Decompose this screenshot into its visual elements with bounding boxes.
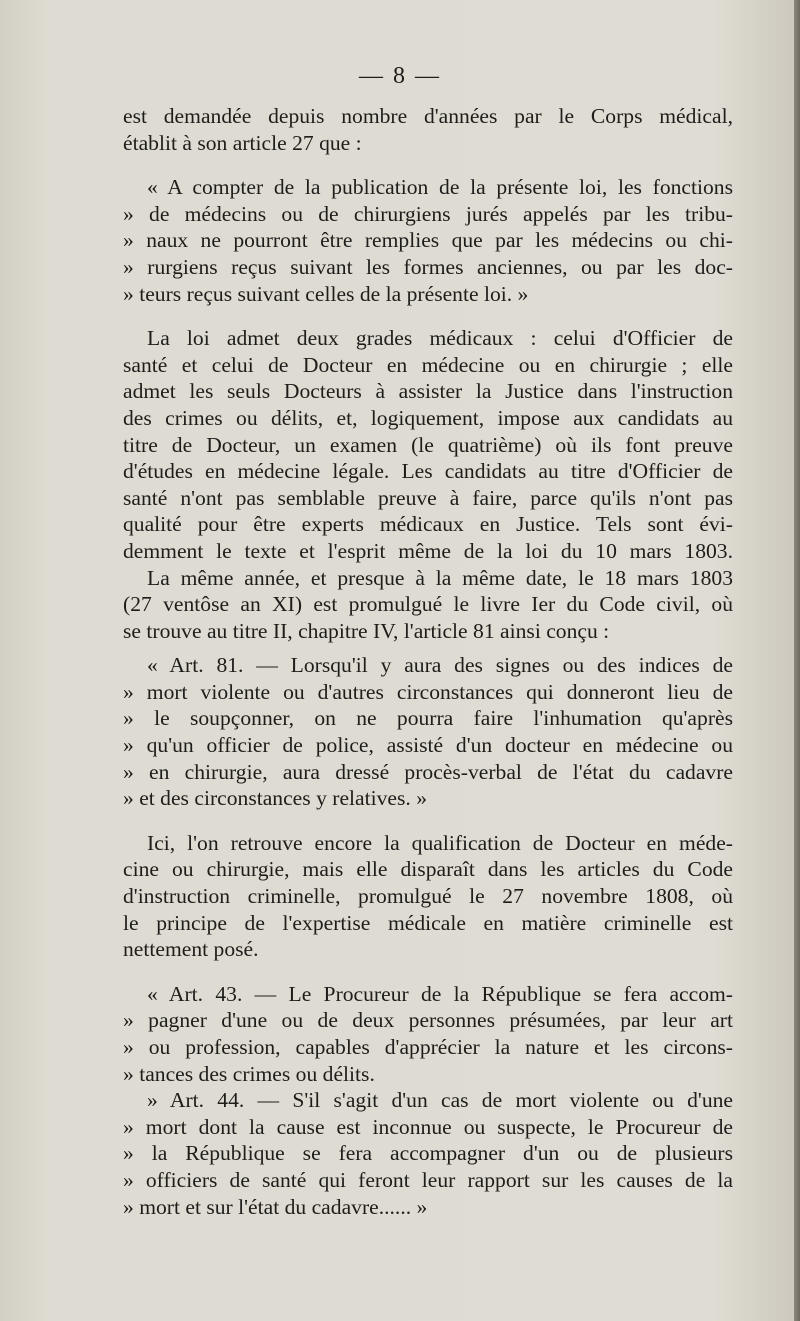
text-line: La loi admet deux grades médicaux : celui d'Officier de [147, 326, 733, 351]
text-line: santé n'ont pas semblable preuve à faire, parce qu'ils n'ont pas [123, 485, 733, 510]
quote-line: » tances des crimes ou délits. [123, 1061, 375, 1086]
quote-line: » qu'un officier de police, assisté d'un docteur en médecine ou [123, 733, 733, 758]
text-line: le principe de l'expertise médicale en matière criminelle est [123, 910, 733, 935]
text-line: demment le texte et l'esprit même de la loi du 10 mars 1803. [123, 538, 733, 563]
quote-line: » Art. 44. — S'il s'agit d'un cas de mort violente ou d'une [147, 1088, 733, 1113]
quote-line: » officiers de santé qui feront leur rapport sur les causes de la [123, 1167, 733, 1192]
quote-line: » pagner d'une ou de deux personnes présumées, par leur art [123, 1008, 733, 1033]
quote-line: « Art. 43. — Le Procureur de la République se fera accom- [147, 981, 733, 1006]
quote-line: » rurgiens reçus suivant les formes anciennes, ou par les doc- [123, 254, 733, 279]
quote-line: » le soupçonner, on ne pourra faire l'inhumation qu'après [123, 706, 733, 731]
quote-line: » mort violente ou d'autres circonstances qui donneront lieu de [123, 679, 733, 704]
quote-line: « Art. 81. — Lorsqu'il y aura des signes ou des indices de [147, 653, 733, 678]
text-line: qualité pour être experts médicaux en Justice. Tels sont évi- [123, 512, 733, 537]
quote-line: » mort et sur l'état du cadavre...... » [123, 1194, 428, 1219]
text-line: établit à son article 27 que : [123, 130, 362, 155]
page-number: — 8 — [359, 63, 441, 89]
quote-line: « A compter de la publication de la présente loi, les fonctions [147, 175, 733, 200]
page-text [123, 103, 733, 1220]
text-line: cine ou chirurgie, mais elle disparaît dans les articles du Code [123, 857, 733, 882]
text-line: La même année, et presque à la même date, le 18 mars 1803 [147, 565, 733, 590]
quote-line: » teurs reçus suivant celles de la présente loi. » [123, 281, 529, 306]
text-line: titre de Docteur, un examen (le quatrième) où ils font preuve [123, 432, 733, 457]
quote-line: » ou profession, capables d'apprécier la nature et les circons- [123, 1035, 733, 1059]
quote-line: » en chirurgie, aura dressé procès-verbal de l'état du cadavre [123, 759, 733, 784]
text-line: d'instruction criminelle, promulgué le 27 novembre 1808, où [123, 884, 733, 909]
text-line: Ici, l'on retrouve encore la qualification de Docteur en méde- [147, 830, 733, 855]
quote-line: » la République se fera accompagner d'un ou de plusieurs [123, 1141, 733, 1166]
page-edge [794, 0, 800, 1321]
quote-line: » naux ne pourront être remplies que par les médecins ou chi- [123, 228, 733, 253]
text-line: des crimes ou délits, et, logiquement, impose aux candidats au [123, 405, 733, 430]
quote-line: » de médecins ou de chirurgiens jurés appelés par les tribu- [123, 201, 733, 226]
text-line: nettement posé. [123, 937, 259, 962]
text-line: se trouve au titre II, chapitre IV, l'article 81 ainsi conçu : [123, 618, 610, 643]
text-line: santé et celui de Docteur en médecine ou en chirurgie ; elle [123, 352, 733, 377]
text-line: admet les seuls Docteurs à assister la Justice dans l'instruction [123, 379, 733, 404]
text-line: d'études en médecine légale. Les candidats au titre d'Officier de [123, 459, 733, 484]
quote-line: » mort dont la cause est inconnue ou suspecte, le Procureur de [123, 1114, 733, 1139]
quote-line: » et des circonstances y relatives. » [123, 786, 427, 811]
text-line: est demandée depuis nombre d'années par le Corps médical, [123, 104, 733, 128]
text-line: (27 ventôse an XI) est promulgué le livre Ier du Code civil, où [123, 592, 733, 617]
